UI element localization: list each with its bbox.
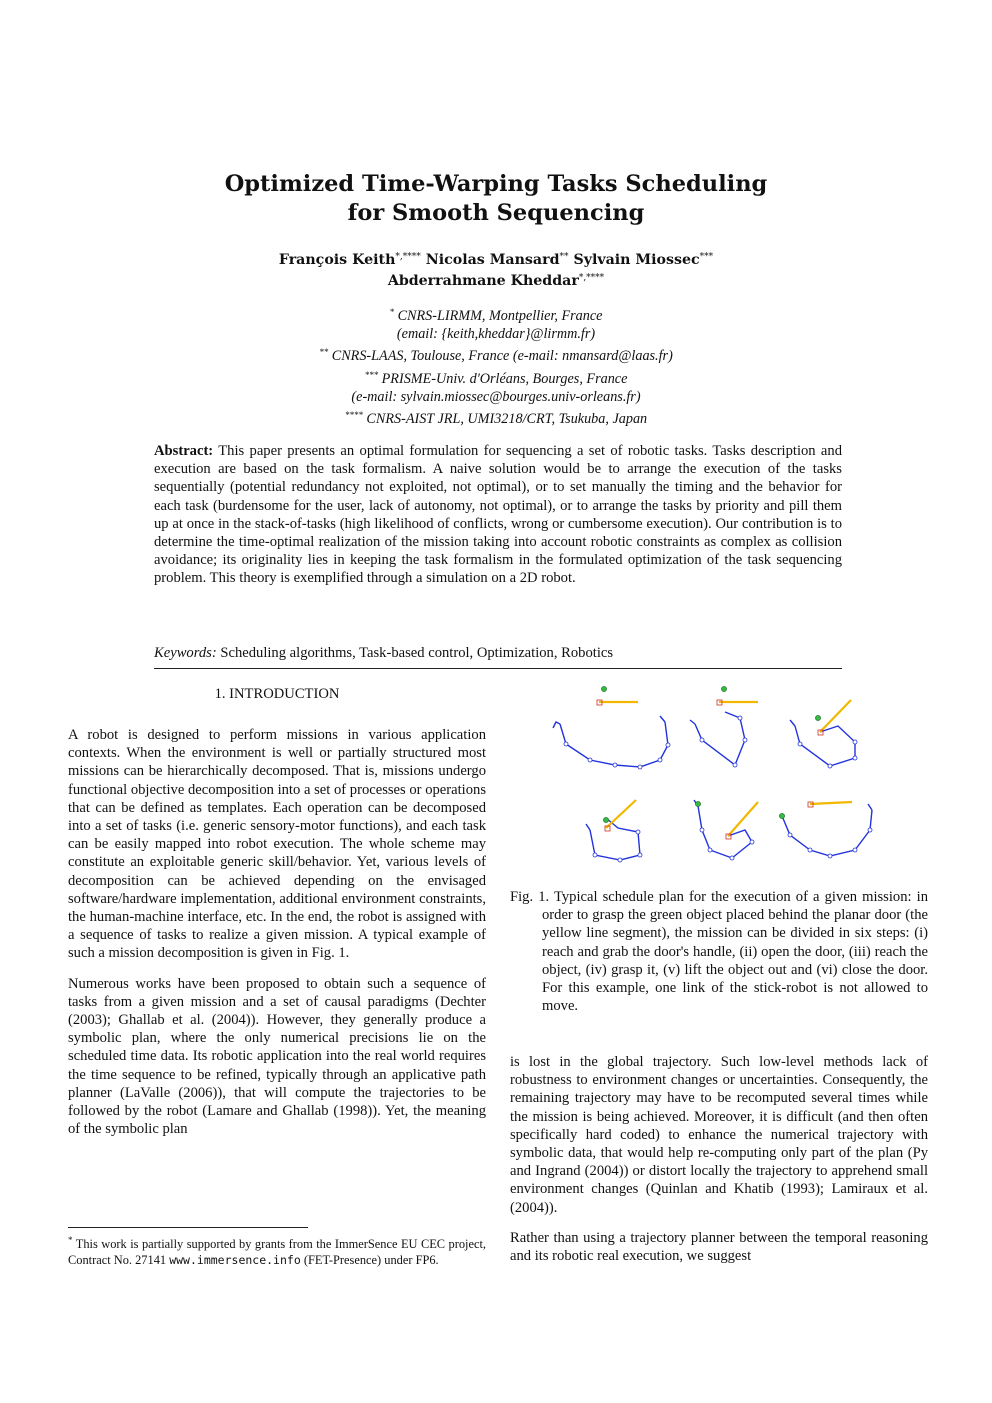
door-segment bbox=[810, 802, 852, 804]
target-object bbox=[779, 813, 784, 818]
keywords-label: Keywords: bbox=[154, 645, 217, 661]
author-list bbox=[0, 248, 992, 290]
author-mark: *,**** bbox=[578, 273, 605, 283]
target-object bbox=[695, 801, 700, 806]
robot-arm bbox=[590, 818, 640, 860]
abstract-label: Abstract: bbox=[154, 443, 214, 459]
affiliation-line: * CNRS-LIRMM, Montpellier, France bbox=[389, 307, 603, 324]
author-mark: *** bbox=[699, 252, 714, 262]
affiliation-line: (email: {keith,kheddar}@lirmm.fr) bbox=[396, 326, 596, 343]
footnote: * This work is partially supported by grants from the ImmerSence EU CEC project, Contract No. 27141 www.immersence.info (FET-Presence) under FP6. bbox=[68, 1235, 487, 1267]
author-name: Nicolas Mansard bbox=[425, 252, 560, 268]
robot-arm bbox=[698, 806, 752, 858]
author-name: Abderrahmane Kheddar bbox=[387, 273, 579, 289]
author-name: François Keith bbox=[278, 252, 396, 268]
abstract-text: This paper presents an optimal formulation for sequencing a set of robotic tasks. Tasks description and execution are based on the task formalism. A naive solution would be to arrange the execution of the tasks sequentially (potential redundancy not exploited, not optimal), or to set manually the timing and the behavior for each task (burdensome for the user, lack of autonomy, not optimal), or to arrange the tasks by priority and pill them up at once in the stack-of-tasks (high likelihood of conflicts, wrong or cumbersome execution). Our contribution is to determine the time-optimal realization of the mission taking into account robotic constraints as complex as collision avoidance; its originality lies in keeping the task formalism in the formulated optimization of the task sequencing problem. This theory is exemplified through a simulation on a 2D robot. bbox=[154, 443, 843, 587]
footnote-rule bbox=[68, 1227, 308, 1228]
caption-label: Fig. 1. bbox=[510, 889, 550, 905]
paragraph: is lost in the global trajectory. Such low-level methods lack of robustness to environment changes or uncertainties. Consequently, the remaining trajectory may have to be recomputed several times while the mission is being achieved. Moreover, it is difficult (and then often specifically hard coded) to enhance the numerical trajectory with symbolic data, that would help re-computing only part of the plan (Py and Ingrand (2004)) or distort locally the trajectory to apprehend small environment changes (Quinlan and Khatib (1993); Lamiraux et al. (2004)). bbox=[510, 1054, 928, 1216]
title-line-2: for Smooth Sequencing bbox=[347, 200, 645, 226]
target-object bbox=[815, 715, 820, 720]
keywords bbox=[154, 644, 842, 662]
right-column bbox=[510, 1053, 928, 1277]
footnote-url[interactable]: www.immersence.info bbox=[169, 1253, 301, 1267]
author-mark: ** bbox=[559, 252, 569, 262]
divider bbox=[154, 668, 842, 669]
affiliation-line: **** CNRS-AIST JRL, UMI3218/CRT, Tsukuba, Japan bbox=[344, 410, 648, 428]
paragraph: Rather than using a trajectory planner between the temporal reasoning and its robotic real execution, we suggest bbox=[510, 1229, 928, 1265]
affiliation-line: ** CNRS-LAAS, Toulouse, France (e-mail: nmansard@laas.fr) bbox=[319, 347, 673, 365]
left-column bbox=[68, 726, 486, 1150]
door-segment bbox=[606, 800, 636, 828]
section-heading: 1. INTRODUCTION bbox=[214, 686, 340, 702]
robot-arm bbox=[795, 726, 855, 766]
keywords-text: Scheduling algorithms, Task-based control, Optimization, Robotics bbox=[220, 645, 614, 661]
abstract bbox=[154, 442, 842, 588]
author-name: Sylvain Miossec bbox=[573, 252, 700, 268]
affiliations bbox=[0, 303, 992, 428]
author-mark: *,**** bbox=[395, 252, 421, 262]
caption-text: Typical schedule plan for the execution of a given mission: in order to grasp the green object placed behind the planar door (the yellow line segment), the mission can be divided in six steps: (i) reach and grab the door's handle, (ii) open the door, (iii) reach the object, (iv) grasp it, (v) lift the object out and (vi) close the door. For this example, one link of the stick-robot is not allowed to move. bbox=[542, 889, 929, 1015]
robot-arm bbox=[560, 722, 668, 767]
target-object bbox=[603, 817, 608, 822]
target-object bbox=[721, 686, 726, 691]
paper-title bbox=[0, 170, 992, 228]
robot-gripper bbox=[553, 722, 560, 728]
paragraph: Numerous works have been proposed to obtain such a sequence of tasks from a given mission and a set of causal paradigms (Dechter (2003); Ghallab et al. (2004)). However, they generally produce a symbolic plan, where the only numerical precisions lie on the scheduled time data. Its robotic application into the real world requires the time sequence to be refined, typically through an applicative path planner (LaValle (2006)), that will compute the trajectories to be followed by the robot (Lamare and Ghallab (1998)). Yet, the meaning of the symbolic plan bbox=[68, 975, 486, 1138]
title-line-1: Optimized Time-Warping Tasks Scheduling bbox=[224, 171, 768, 197]
figure-robot-schedule bbox=[520, 680, 960, 880]
robot-arm bbox=[782, 810, 872, 856]
affiliation-line: *** PRISME-Univ. d'Orléans, Bourges, France bbox=[364, 369, 628, 387]
figure-caption bbox=[510, 888, 928, 1015]
target-object bbox=[601, 686, 606, 691]
paragraph: A robot is designed to perform missions in various application contexts. When the environment is well or partially structured most missions can be hierarchically decomposed. That is, missions undergo functional objective decomposition into a set of processes or operations that can be defined as templates. Each operation can be decomposed into a set of tasks (i.e. generic sensory-motor functions), and each task can be easily mapped into robot execution. The whole scheme may constitute an exploitable generic skill/behavior. Yet, various levels of decomposition can be achieved depending on the envisaged software/hardware implementation, additional environment constraints, the human-machine interface, etc. In the end, the robot is assigned with a sequence of tasks to realize a given mission. A typical example of such a mission decomposition is given in Fig. 1. bbox=[68, 727, 486, 962]
affiliation-line: (e-mail: sylvain.miossec@bourges.univ-orleans.fr) bbox=[351, 388, 641, 405]
